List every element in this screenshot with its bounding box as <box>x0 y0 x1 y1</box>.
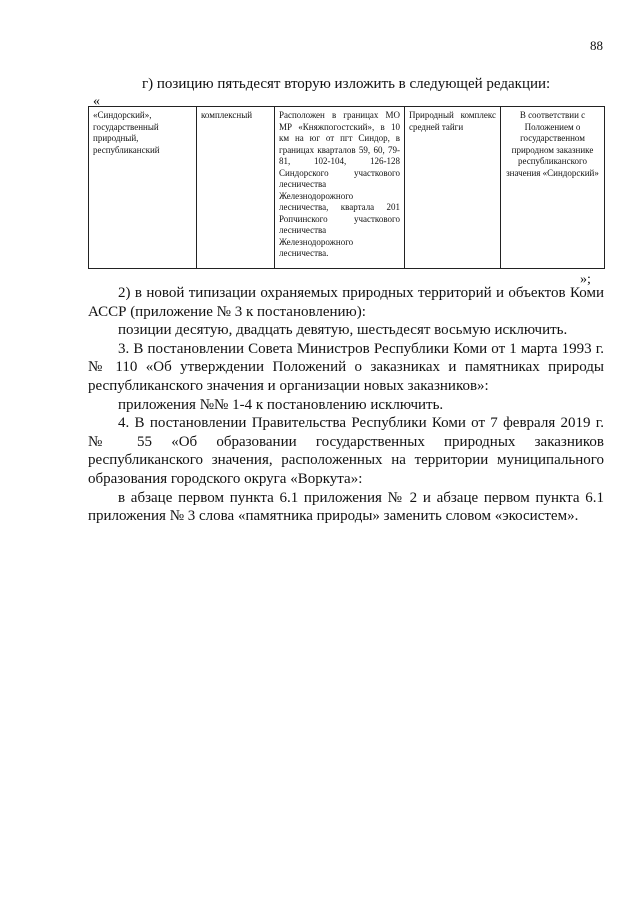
cell-object: Природный комплекс средней тайги <box>405 107 501 269</box>
opening-quote: « <box>93 94 100 109</box>
paragraph: позиции десятую, двадцать девятую, шестьдесят восьмую исключить. <box>118 322 568 339</box>
document-body <box>88 284 604 526</box>
protected-area-table <box>88 106 605 269</box>
table-row <box>89 107 605 269</box>
paragraph: 4. В постановлении Правительства Республики Коми от 7 февраля 2019 г. № 55 «Об образовании государственных природных заказников республиканского значения, расположенных на территории муниципального образования городского округа «Воркута»: <box>88 415 604 487</box>
cell-profile: комплексный <box>197 107 275 269</box>
cell-name: «Синдорский», государственный природный, республиканский <box>89 107 197 269</box>
paragraph: 3. В постановлении Совета Министров Республики Коми от 1 марта 1993 г. № 110 «Об утверждении Положений о заказниках и памятниках природы республиканского значения и организации новых заказников»: <box>88 340 604 394</box>
cell-location: Расположен в границах МО МР «Княжпогостский», в 10 км на юг от пгт Синдор, в границах кварталов 59, 60, 79-81, 102-104, 126-128 Синдорского участкового лесничества Железнодорожного лесничества, квартала 201 Ропчинского участкового лесничества Железнодорожного лесничества. <box>275 107 405 269</box>
cell-regime: В соответствии с Положением о государственном природном заказнике республиканского значения «Синдорский» <box>501 107 605 269</box>
paragraph: 2) в новой типизации охраняемых природных территорий и объектов Коми АССР (приложение № 3 к постановлению): <box>88 285 604 320</box>
paragraph: в абзаце первом пункта 6.1 приложения № 2 и абзаце первом пункта 6.1 приложения № 3 слова «памятника природы» заменить словом «экосистем». <box>88 489 604 525</box>
paragraph: приложения №№ 1-4 к постановлению исключить. <box>118 396 444 413</box>
amendment-lead: г) позицию пятьдесят вторую изложить в следующей редакции: <box>142 76 551 92</box>
page-number: 88 <box>590 38 603 53</box>
closing-quote: »; <box>580 272 591 287</box>
